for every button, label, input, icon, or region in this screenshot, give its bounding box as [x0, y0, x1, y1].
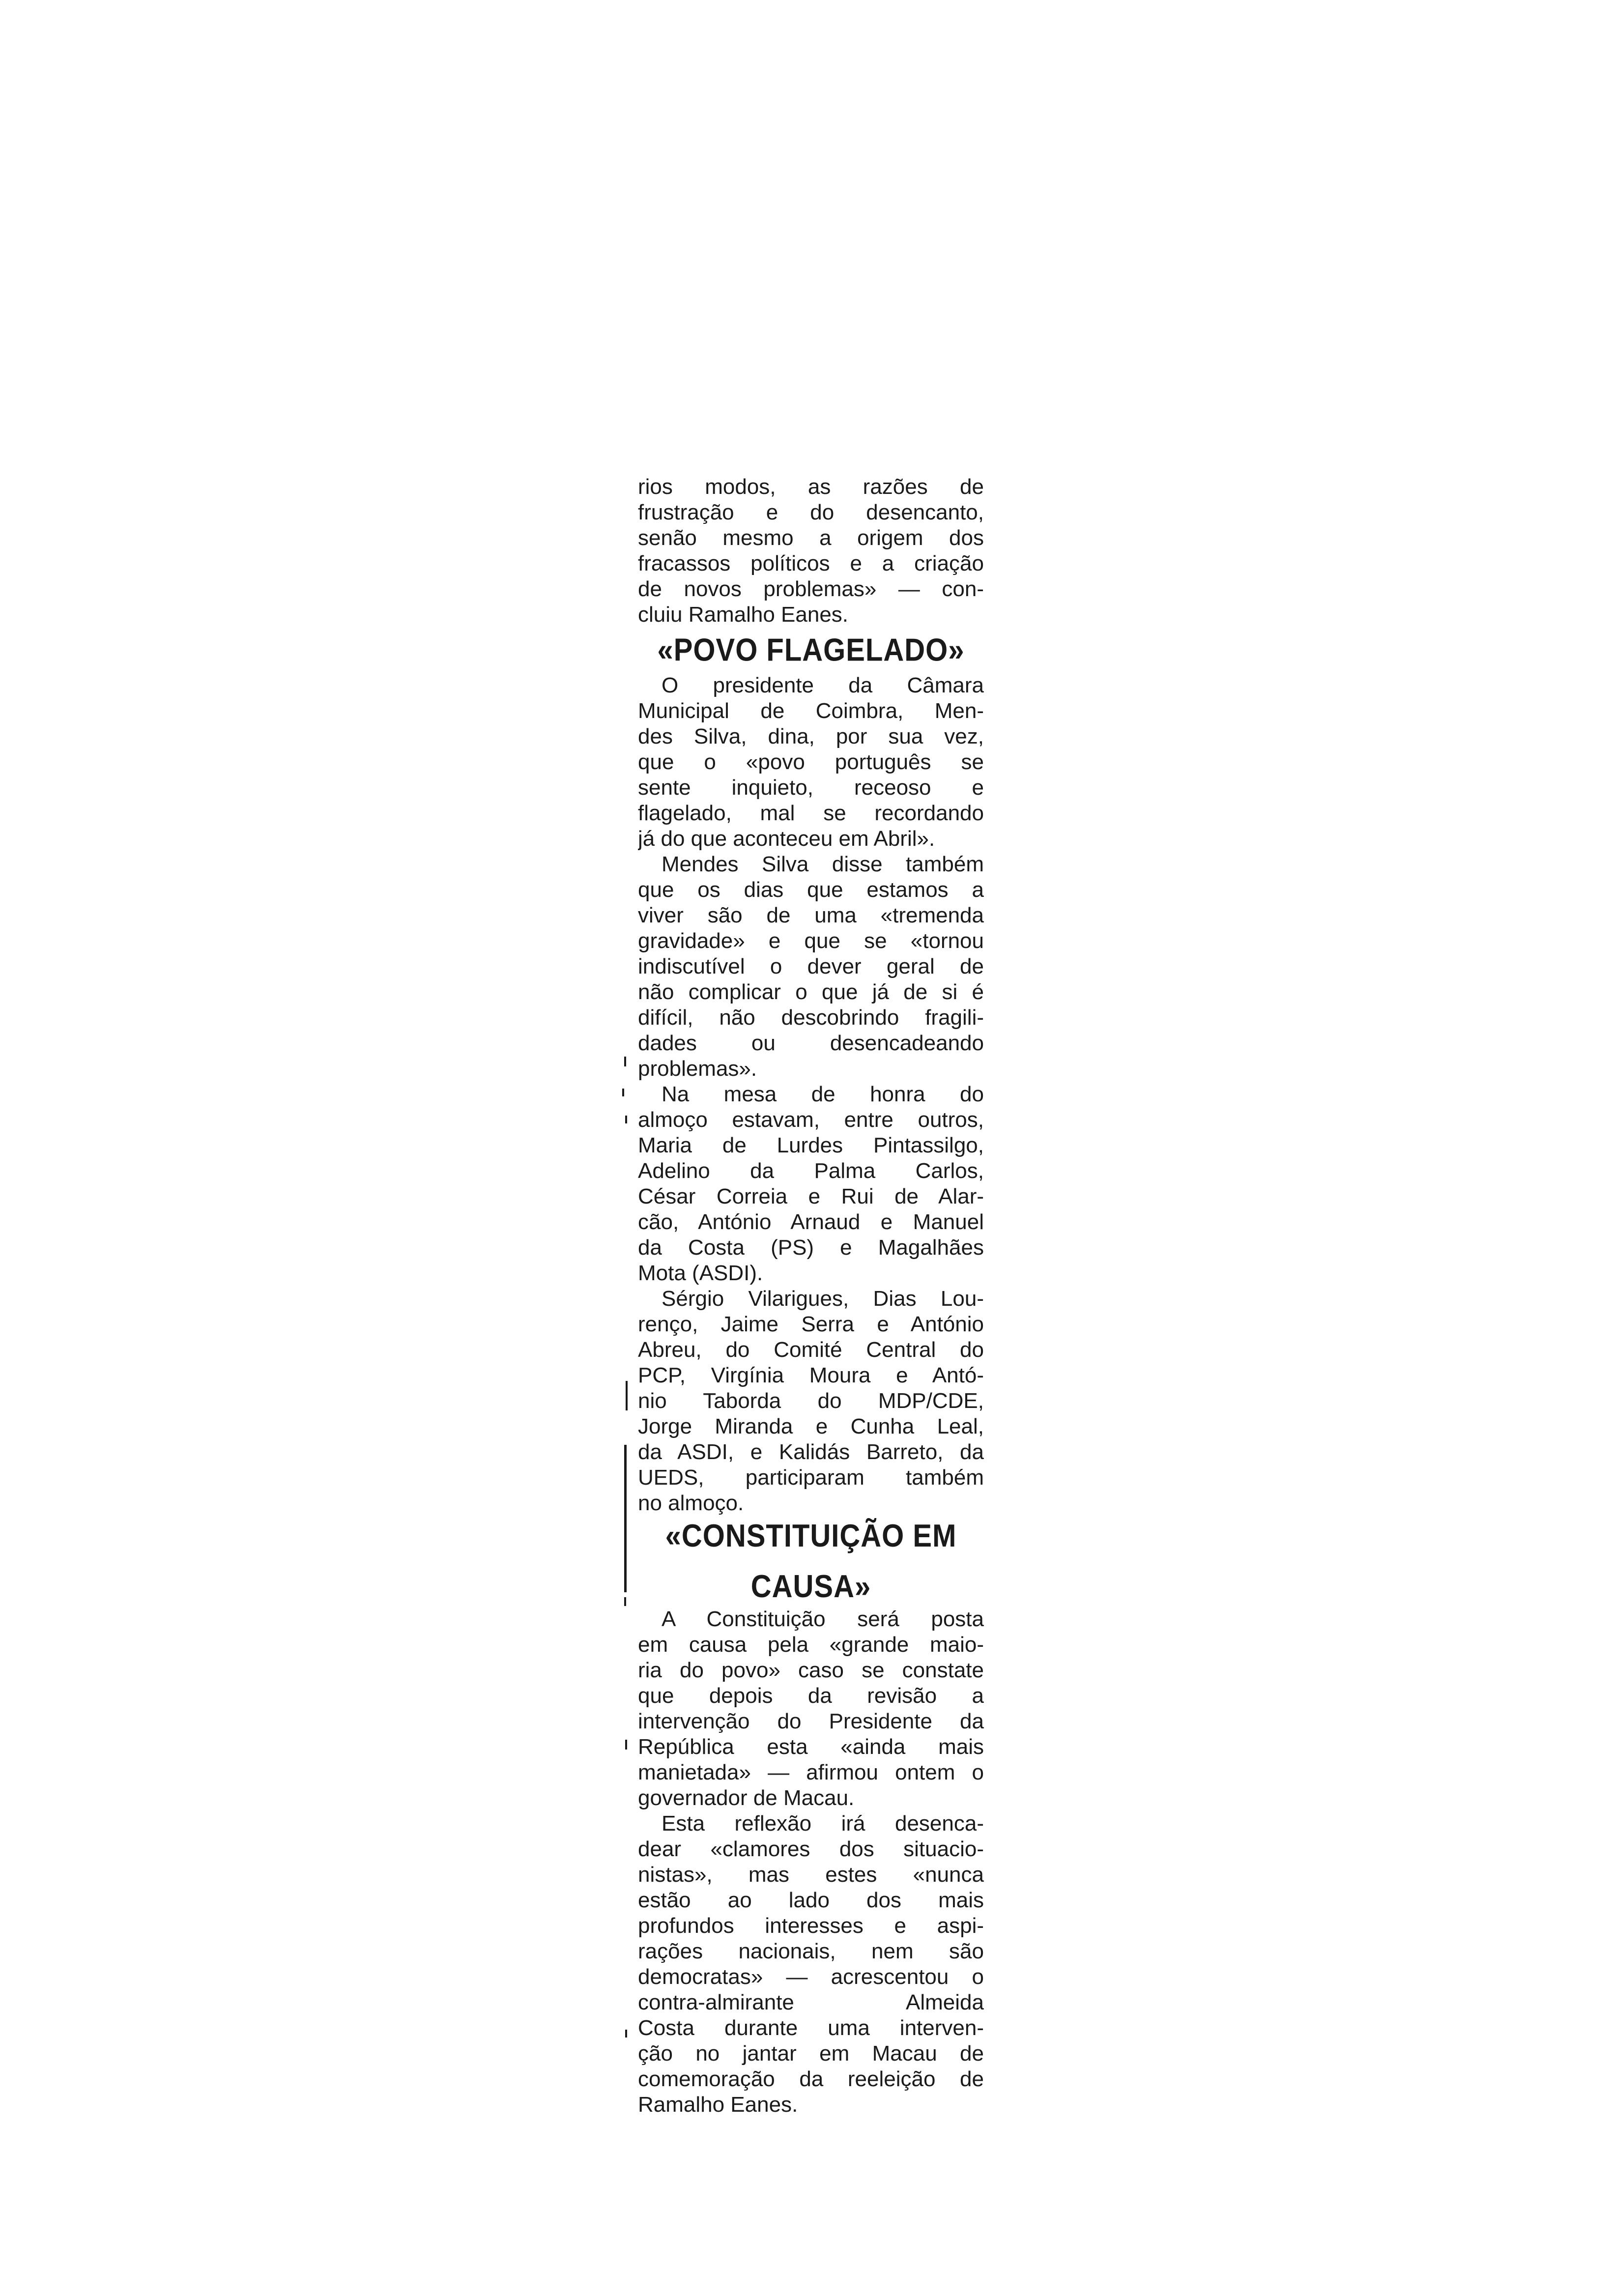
text-line: PCP, Virgínia Moura e Antó- [638, 1363, 984, 1387]
newspaper-clipping [638, 474, 984, 2116]
text-line: no almoço. [638, 1491, 744, 1515]
text-line: des Silva, dina, por sua vez, [638, 724, 984, 748]
text-line: Jorge Miranda e Cunha Leal, [638, 1414, 984, 1438]
text-line: estão ao lado dos mais [638, 1888, 984, 1912]
margin-mark [625, 1740, 627, 1750]
text-line: nistas», mas estes «nunca [638, 1863, 984, 1887]
text-line: Na mesa de honra do [662, 1082, 984, 1106]
text-line: difícil, não descobrindo fragili- [638, 1005, 984, 1030]
text-line: fracassos políticos e a criação [638, 551, 984, 575]
text-line: problemas». [638, 1057, 757, 1081]
text-line: democratas» — acrescentou o [638, 1965, 984, 1989]
text-line: que os dias que estamos a [638, 878, 984, 902]
paragraph [638, 852, 984, 1082]
text-line: da Costa (PS) e Magalhães [638, 1235, 984, 1260]
text-line: já do que aconteceu em Abril». [638, 827, 935, 851]
text-line: gravidade» e que se «tornou [638, 929, 984, 953]
margin-rule [626, 1381, 628, 1410]
text-line: contra-almirante Almeida [638, 1990, 984, 2014]
text-line: almoço estavam, entre outros, [638, 1108, 984, 1132]
section-heading-povo-flagelado: «POVO FLAGELADO» [657, 632, 965, 668]
text-line: UEDS, participaram também [638, 1465, 984, 1490]
text-line: Mota (ASDI). [638, 1261, 763, 1285]
text-line: sente inquieto, receoso e [638, 775, 984, 800]
margin-mark [624, 1597, 626, 1606]
text-line: manietada» — afirmou ontem o [638, 1760, 984, 1784]
text-line: Costa durante uma interven- [638, 2016, 984, 2040]
text-line: rações nacionais, nem são [638, 1939, 984, 1963]
text-line: cluiu Ramalho Eanes. [638, 603, 849, 627]
text-line: indiscutível o dever geral de [638, 954, 984, 978]
text-line: César Correia e Rui de Alar- [638, 1184, 984, 1208]
text-line: de novos problemas» — con- [638, 577, 984, 601]
section-heading-constituicao-em-causa: «CONSTITUIÇÃO EM CAUSA» [665, 1518, 957, 1605]
text-line: profundos interesses e aspi- [638, 1914, 984, 1938]
text-line: Sérgio Vilarigues, Dias Lou- [662, 1287, 984, 1311]
text-line: O presidente da Câmara [662, 673, 984, 697]
paragraph [638, 1811, 984, 2116]
text-line: ria do povo» caso se constate [638, 1658, 984, 1682]
margin-mark [624, 1057, 626, 1066]
text-line: comemoração da reeleição de [638, 2067, 984, 2091]
margin-mark [625, 2030, 627, 2038]
text-line: Abreu, do Comité Central do [638, 1338, 984, 1362]
text-line: senão mesmo a origem dos [638, 526, 984, 550]
paragraph [638, 673, 984, 852]
text-line: Esta reflexão irá desenca- [662, 1811, 984, 1836]
margin-mark [622, 1089, 624, 1096]
section-2-body [638, 1607, 984, 2116]
intro-paragraph [638, 474, 984, 628]
text-line: Maria de Lurdes Pintassilgo, [638, 1133, 984, 1157]
text-line: não complicar o que já de si é [638, 980, 984, 1004]
text-line: República esta «ainda mais [638, 1735, 984, 1759]
text-line: dades ou desencadeando [638, 1031, 984, 1055]
text-line: Ramalho Eanes. [638, 2093, 798, 2116]
text-line: rios modos, as razões de [638, 475, 984, 499]
text-line: que depois da revisão a [638, 1684, 984, 1708]
text-line: em causa pela «grande maio- [638, 1633, 984, 1657]
text-line: A Constituição será posta [662, 1607, 984, 1631]
margin-mark [625, 1116, 627, 1123]
text-line: dear «clamores dos situacio- [638, 1837, 984, 1861]
text-line: nio Taborda do MDP/CDE, [638, 1389, 984, 1413]
text-line: Adelino da Palma Carlos, [638, 1159, 984, 1183]
paragraph [638, 1286, 984, 1516]
text-line: cão, António Arnaud e Manuel [638, 1210, 984, 1234]
text-line: da ASDI, e Kalidás Barreto, da [638, 1440, 984, 1464]
text-line: flagelado, mal se recordando [638, 801, 984, 825]
text-line: Municipal de Coimbra, Men- [638, 699, 984, 723]
text-line: frustração e do desencanto, [638, 500, 984, 524]
paragraph [638, 1082, 984, 1286]
text-line: intervenção do Presidente da [638, 1709, 984, 1733]
section-1-body [638, 673, 984, 1516]
text-line: governador de Macau. [638, 1786, 855, 1810]
text-line: renço, Jaime Serra e António [638, 1312, 984, 1336]
text-line: ção no jantar em Macau de [638, 2041, 984, 2066]
text-line: viver são de uma «tremenda [638, 903, 984, 927]
text-line: que o «povo português se [638, 750, 984, 774]
text-line: Mendes Silva disse também [662, 852, 984, 876]
margin-rule [624, 1445, 627, 1592]
paragraph [638, 1607, 984, 1811]
